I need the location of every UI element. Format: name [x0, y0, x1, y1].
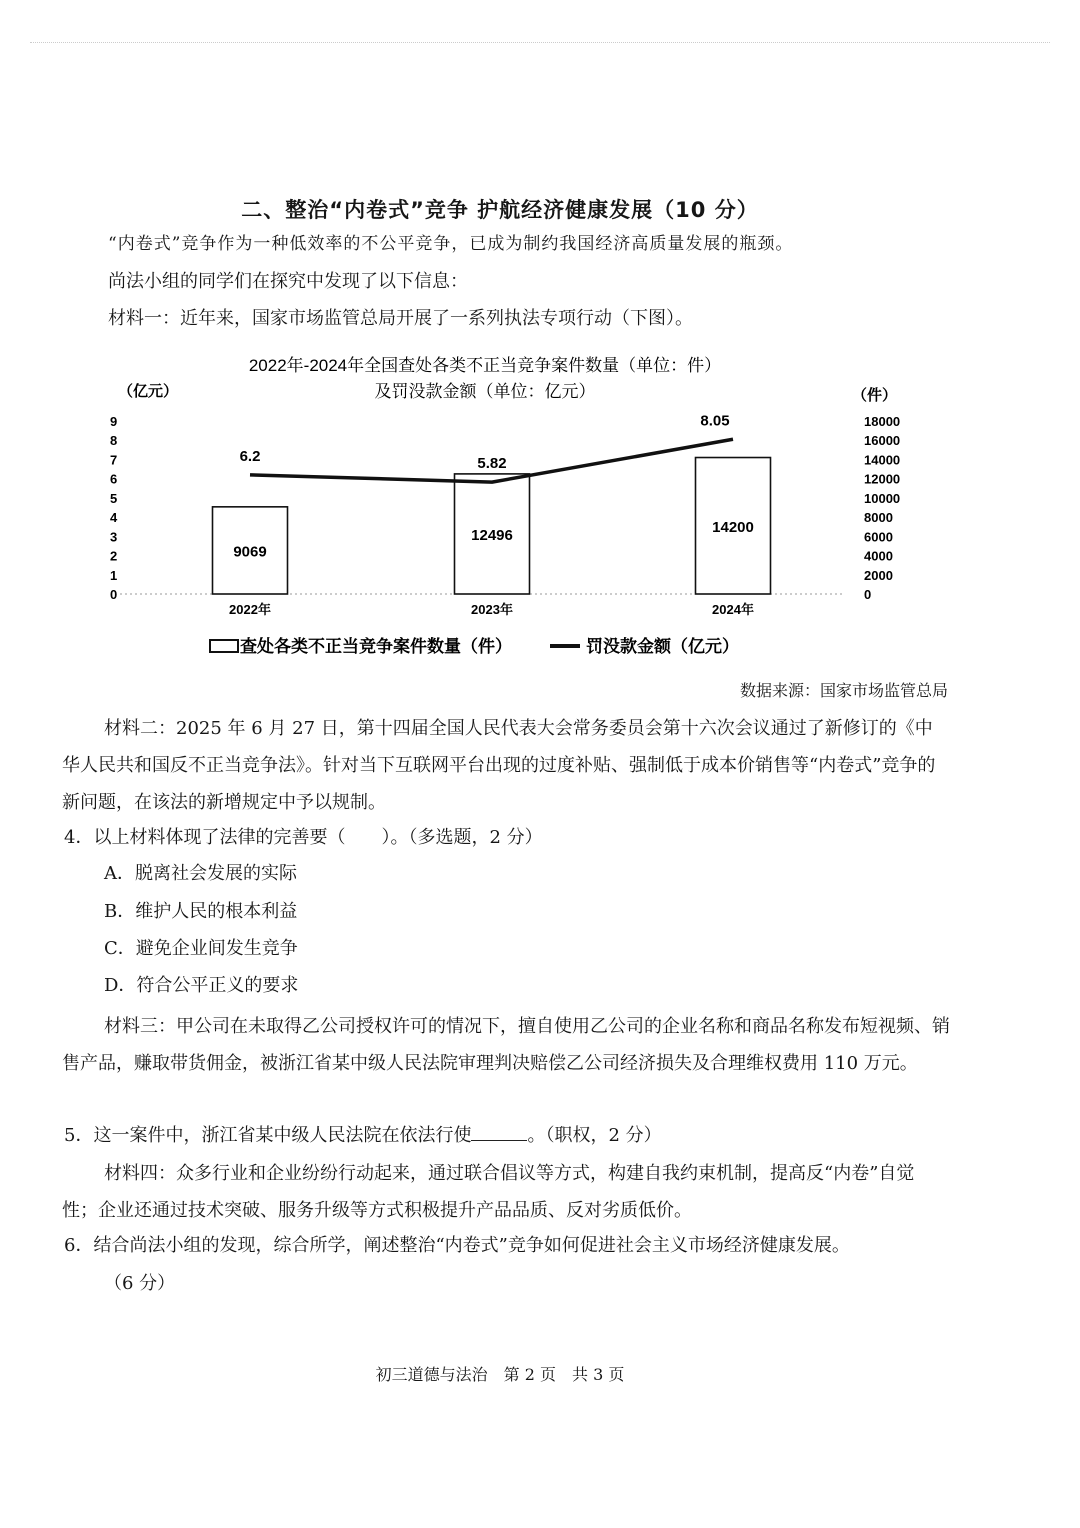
left-tick-label: 1 — [110, 567, 118, 583]
q6-score: （6 分） — [104, 1273, 176, 1294]
left-tick-label: 6 — [110, 471, 118, 487]
right-axis-ticks — [864, 414, 900, 602]
intro-line-2: 尚法小组的同学们在探究中发现了以下信息： — [108, 271, 468, 292]
right-tick-label: 8000 — [864, 510, 893, 526]
line-series — [240, 412, 733, 482]
line-value-label: 6.2 — [239, 447, 261, 465]
chart-title-line-2: 及罚没款金额（单位：亿元） — [374, 382, 596, 401]
bar-series — [213, 458, 771, 594]
category-label: 2023年 — [471, 602, 513, 617]
bar-value-label: 14200 — [712, 518, 754, 536]
right-tick-label: 10000 — [864, 490, 901, 506]
q5-stem-before: 5．这一案件中，浙江省某中级人民法院在依法行使 — [64, 1125, 472, 1146]
line-value-label: 8.05 — [700, 412, 730, 430]
q5-answer-blank[interactable] — [471, 1122, 527, 1141]
right-tick-label: 12000 — [864, 471, 901, 487]
left-tick-label: 0 — [110, 587, 118, 602]
material-1: 材料一：近年来，国家市场监管总局开展了一系列执法专项行动（下图）。 — [108, 308, 693, 329]
data-source: 数据来源：国家市场监管总局 — [739, 681, 948, 700]
q4-option-a: A．脱离社会发展的实际 — [104, 863, 297, 884]
chart — [100, 344, 960, 670]
legend-line-label: 罚没款金额（亿元） — [586, 637, 739, 656]
left-tick-label: 2 — [110, 548, 118, 564]
chart-svg — [100, 344, 960, 670]
material-3: 材料三：甲公司在未取得乙公司授权许可的情况下，擅自使用乙公司的企业名称和商品名称发布短视频、销售产品，赚取带货佣金，被浙江省某中级人民法院审理判决赔偿乙公司经济损失及合理维权费用 110 万元。 — [62, 1016, 950, 1074]
left-tick-label: 7 — [110, 452, 118, 468]
left-axis-label: （亿元） — [118, 383, 179, 400]
q4-option-d: D．符合公平正义的要求 — [104, 975, 299, 996]
bar-value-label: 9069 — [233, 543, 267, 561]
question-6: 6．结合尚法小组的发现，综合所学，阐述整治“内卷式”竞争如何促进社会主义市场经济健康发展。 — [64, 1235, 850, 1256]
material-4: 材料四：众多行业和企业纷纷行动起来，通过联合倡议等方式，构建自我约束机制，提高反“内卷”自觉性；企业还通过技术突破、服务升级等方式积极提升产品品质、反对劣质低价。 — [62, 1163, 915, 1221]
right-tick-label: 16000 — [864, 433, 901, 449]
material-2: 材料二：2025 年 6 月 27 日，第十四届全国人民代表大会常务委员会第十六次会议通过了新修订的《中华人民共和国反不正当竞争法》。针对当下互联网平台出现的过度补贴、强制低于成本价销售等“内卷式”竞争的新问题，在该法的新增规定中予以规制。 — [62, 718, 936, 813]
category-labels — [229, 602, 754, 617]
scan-artifact — [30, 42, 1050, 47]
right-tick-label: 4000 — [864, 548, 893, 564]
section-title: 二、整治“内卷式”竞争 护航经济健康发展（10 分） — [241, 198, 759, 222]
q4-option-c: C．避免企业间发生竞争 — [104, 938, 298, 959]
legend-bar-label: 查处各类不正当竞争案件数量（件） — [240, 637, 512, 656]
legend-bar-swatch — [210, 640, 238, 652]
intro-line: “内卷式”竞争作为一种低效率的不公平竞争，已成为制约我国经济高质量发展的瓶颈。 — [108, 234, 794, 254]
right-tick-label: 14000 — [864, 452, 901, 468]
left-tick-label: 8 — [110, 433, 118, 449]
right-tick-label: 6000 — [864, 529, 893, 545]
category-label: 2024年 — [712, 602, 754, 617]
question-5 — [64, 1122, 662, 1148]
q5-stem-after: 。（职权，2 分） — [527, 1125, 662, 1146]
page-footer: 初三道德与法治 第 2 页 共 3 页 — [375, 1365, 625, 1384]
question-4: 4．以上材料体现了法律的完善要（ ）。（多选题，2 分） — [64, 827, 543, 848]
right-axis-label: （件） — [852, 387, 898, 404]
right-tick-label: 2000 — [864, 567, 893, 583]
left-tick-label: 9 — [110, 414, 118, 429]
left-tick-label: 5 — [110, 490, 118, 506]
right-tick-label: 0 — [864, 587, 872, 602]
bar-value-label: 12496 — [471, 526, 513, 544]
chart-title-line-1: 2022年-2024年全国查处各类不正当竞争案件数量（单位：件） — [248, 356, 722, 375]
q4-option-b: B．维护人民的根本利益 — [104, 901, 298, 922]
line-value-label: 5.82 — [477, 455, 507, 473]
left-axis-ticks — [110, 414, 118, 602]
right-tick-label: 18000 — [864, 414, 901, 429]
left-tick-label: 4 — [110, 510, 118, 526]
left-tick-label: 3 — [110, 529, 118, 545]
category-label: 2022年 — [229, 602, 271, 617]
